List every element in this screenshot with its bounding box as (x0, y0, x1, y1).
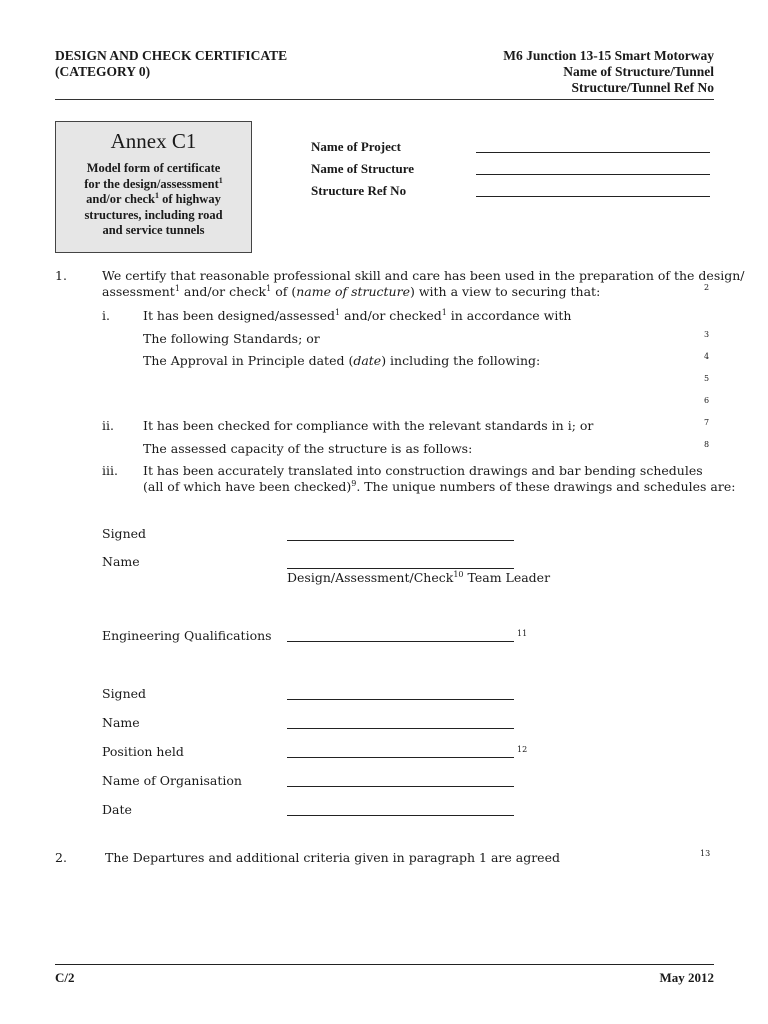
header-rule (55, 99, 714, 100)
structure-ref-label: Structure Ref No (311, 183, 407, 198)
footnote-ref-5: 5 (704, 374, 710, 383)
name-field-1[interactable] (287, 568, 514, 569)
organisation-field[interactable] (287, 786, 514, 787)
annex-desc-line: and/or check$^1$ of highway (86, 190, 221, 206)
annex-desc-line: for the design/assessment$^1$ (84, 175, 223, 191)
footnote-ref-7: 7 (704, 418, 710, 427)
signed-label-2: Signed (102, 686, 147, 701)
structure-ref-field[interactable] (476, 196, 710, 197)
item-ii-text: It has been checked for compliance with the relevant standards in i; or (143, 418, 594, 433)
item-i-number: i. (102, 308, 110, 323)
footnote-ref-11: 11 (517, 629, 528, 638)
team-leader-caption: Design/Assessment/Check$^{10}$ Team Leader (287, 569, 551, 585)
name-of-project-field[interactable] (476, 152, 710, 153)
header-structure-name: Name of Structure/Tunnel (563, 64, 714, 79)
item-ii-number: ii. (102, 418, 114, 433)
item-i-text: It has been designed/assessed$^1$ and/or checked$^1$ in accordance with (143, 307, 572, 323)
section1-line1: We certify that reasonable professional skill and care has been used in the preparation of the design/ (102, 268, 745, 283)
date-field[interactable] (287, 815, 514, 816)
section2-text: The Departures and additional criteria given in paragraph 1 are agreed (105, 850, 560, 865)
capacity-text: The assessed capacity of the structure is as follows: (143, 441, 473, 456)
footer-date: May 2012 (659, 970, 714, 985)
footnote-ref-3: 3 (704, 330, 710, 339)
header-structure-ref: Structure/Tunnel Ref No (571, 80, 714, 95)
footnote-ref-2: 2 (704, 283, 710, 292)
signed-field-1[interactable] (287, 540, 514, 541)
header-scheme: M6 Junction 13-15 Smart Motorway (503, 48, 714, 63)
standards-text: The following Standards; or (143, 331, 320, 346)
footnote-ref-8: 8 (704, 440, 710, 449)
engineering-qualifications-label: Engineering Qualifications (102, 628, 272, 643)
section1-number: 1. (55, 268, 67, 283)
signed-label-1: Signed (102, 526, 147, 541)
annex-desc-line: and service tunnels (102, 223, 205, 237)
footnote-ref-4: 4 (704, 352, 710, 361)
name-label-1: Name (102, 554, 140, 569)
position-held-field[interactable] (287, 757, 514, 758)
aip-text: The Approval in Principle dated (date) including the following: (143, 353, 541, 368)
position-held-label: Position held (102, 744, 184, 759)
name-of-structure-field[interactable] (476, 174, 710, 175)
page-number: C/2 (55, 970, 75, 985)
header-category: (CATEGORY 0) (55, 64, 151, 79)
section2-number: 2. (55, 850, 67, 865)
item-iii-line1: It has been accurately translated into construction drawings and bar bending schedules (143, 463, 703, 478)
header-title: DESIGN AND CHECK CERTIFICATE (55, 48, 288, 63)
footer-rule (55, 964, 714, 965)
signed-field-2[interactable] (287, 699, 514, 700)
name-of-structure-label: Name of Structure (311, 161, 415, 176)
footnote-ref-6: 6 (704, 396, 710, 405)
name-label-2: Name (102, 715, 140, 730)
annex-desc-line: structures, including road (84, 207, 223, 222)
annex-box (55, 121, 252, 253)
item-iii-line2: (all of which have been checked)$^9$. The unique numbers of these drawings and schedules are: (143, 478, 736, 494)
engineering-qualifications-field[interactable] (287, 641, 514, 642)
section1-line2: assessment$^1$ and/or check$^1$ of (name of structure) with a view to securing that: (102, 283, 601, 299)
footnote-ref-13: 13 (700, 849, 711, 858)
annex-desc-line: Model form of certificate (86, 161, 221, 175)
annex-title: Annex C1 (110, 129, 197, 153)
footnote-ref-12: 12 (517, 745, 528, 754)
name-of-project-label: Name of Project (311, 139, 401, 154)
item-iii-number: iii. (102, 463, 118, 478)
annex-description (56, 161, 251, 239)
name-field-2[interactable] (287, 728, 514, 729)
organisation-label: Name of Organisation (102, 773, 242, 788)
date-label: Date (102, 802, 132, 817)
